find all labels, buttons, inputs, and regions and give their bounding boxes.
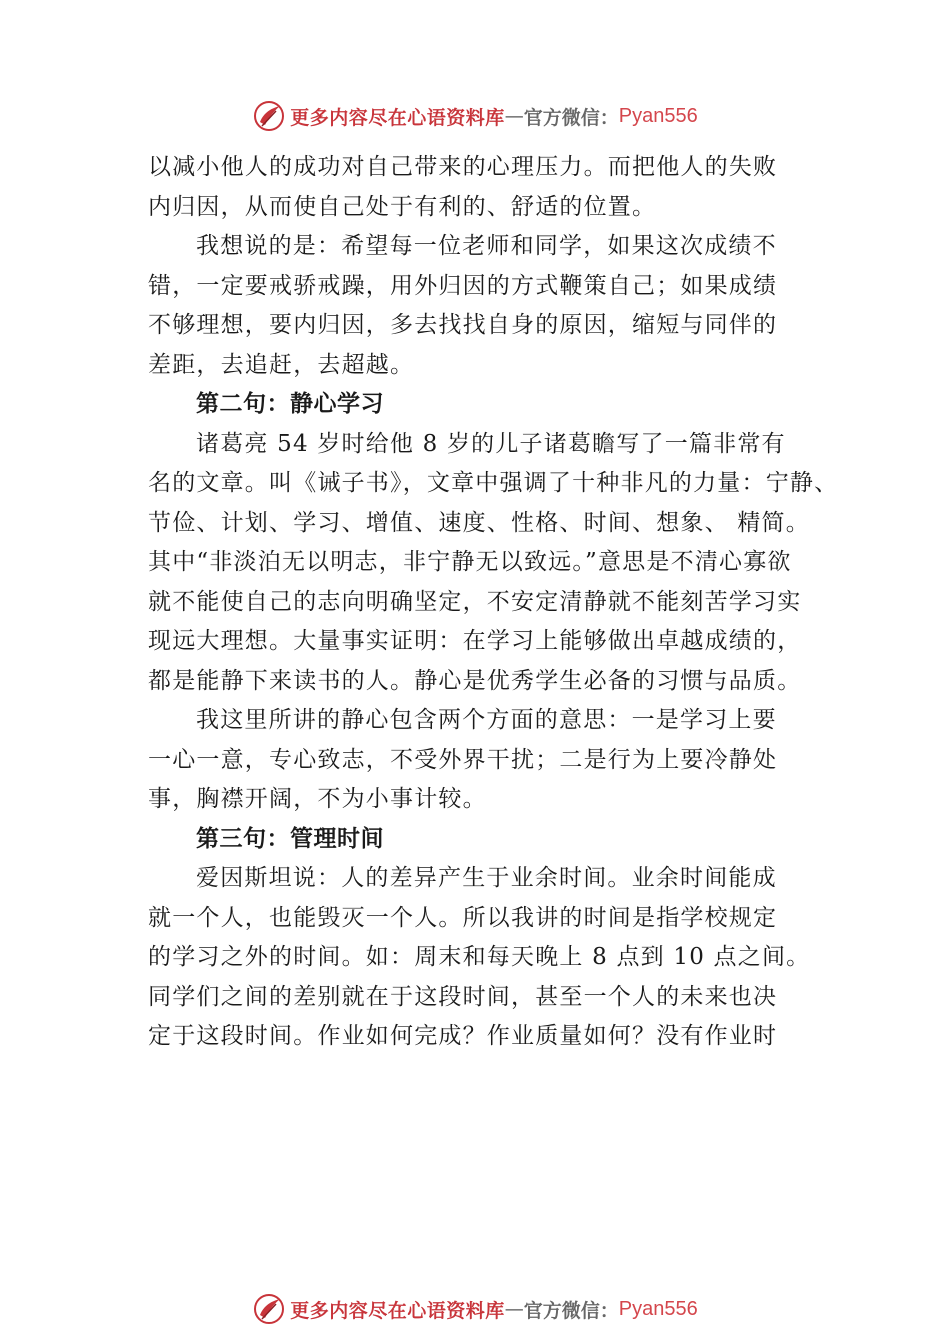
- paragraph-line: 差距，去追赶，去超越。: [148, 351, 415, 378]
- section-heading: 第二句：静心学习: [196, 391, 384, 417]
- paragraph-line: 同学们之间的差别就在于这段时间，甚至一个人的未来也决: [148, 983, 778, 1010]
- paragraph-line: 我想说的是：希望每一位老师和同学，如果这次成绩不: [196, 233, 777, 259]
- paragraph-line: 其中“非淡泊无以明志，非宁静无以致远。”意思是不清心寡欲: [148, 549, 792, 575]
- footer-wechat-id: Pyan556: [618, 1297, 698, 1320]
- paragraph-line: 错，一定要戒骄戒躁，用外归因的方式鞭策自己；如果成绩: [148, 272, 778, 299]
- paragraph-line: 爱因斯坦说：人的差异产生于业余时间。业余时间能成: [196, 865, 777, 891]
- brand-logo-icon: [252, 99, 286, 133]
- footer-separator: —: [504, 1298, 524, 1320]
- header-separator: —: [504, 105, 524, 127]
- paragraph-line: 不够理想，要内归因，多去找找自身的原因，缩短与同伴的: [148, 312, 778, 338]
- header-banner: [0, 96, 950, 136]
- section-heading: 第三句：管理时间: [196, 825, 384, 852]
- paragraph-line: 以减小他人的成功对自己带来的心理压力。而把他人的失败: [148, 154, 778, 180]
- paragraph-line: 一心一意，专心致志，不受外界干扰；二是行为上要冷静处: [148, 746, 778, 773]
- paragraph-line: 就一个人，也能毁灭一个人。所以我讲的时间是指学校规定: [148, 904, 778, 931]
- header-official-label: 官方微信：: [523, 106, 619, 129]
- paragraph-line: 都是能静下来读书的人。静心是优秀学生必备的习惯与品质。: [148, 667, 802, 694]
- paragraph-line: 内归因，从而使自己处于有利的、舒适的位置。: [148, 193, 657, 220]
- header-wechat-id: Pyan556: [618, 104, 698, 127]
- paragraph-line: 节俭、计划、学习、增值、速度、性格、时间、想象、 精简。: [148, 509, 810, 536]
- footer-official-label: 官方微信：: [523, 1299, 619, 1322]
- paragraph-line: 现远大理想。大量事实证明：在学习上能够做出卓越成绩的，: [148, 628, 802, 654]
- paragraph-line: 事，胸襟开阔，不为小事计较。: [148, 786, 487, 812]
- document-body: [148, 148, 839, 1057]
- footer-banner: [0, 1289, 950, 1329]
- brand-logo-icon: [252, 1292, 286, 1326]
- paragraph-line: 定于这段时间。作业如何完成？作业质量如何？没有作业时: [148, 1023, 778, 1049]
- footer-brand-text: 更多内容尽在心语资料库: [290, 1299, 505, 1322]
- paragraph-line: 名的文章。叫《诫子书》，文章中强调了十种非凡的力量：宁静、: [148, 470, 839, 496]
- paragraph-line: 诸葛亮 54 岁时给他 8 岁的儿子诸葛瞻写了一篇非常有: [196, 430, 786, 457]
- header-brand-text: 更多内容尽在心语资料库: [290, 106, 505, 129]
- paragraph-line: 就不能使自己的志向明确坚定，不安定清静就不能刻苦学习实: [148, 588, 802, 615]
- paragraph-line: 的学习之外的时间。如：周末和每天晚上 8 点到 10 点之间。: [148, 944, 811, 970]
- paragraph-line: 我这里所讲的静心包含两个方面的意思：一是学习上要: [196, 707, 777, 733]
